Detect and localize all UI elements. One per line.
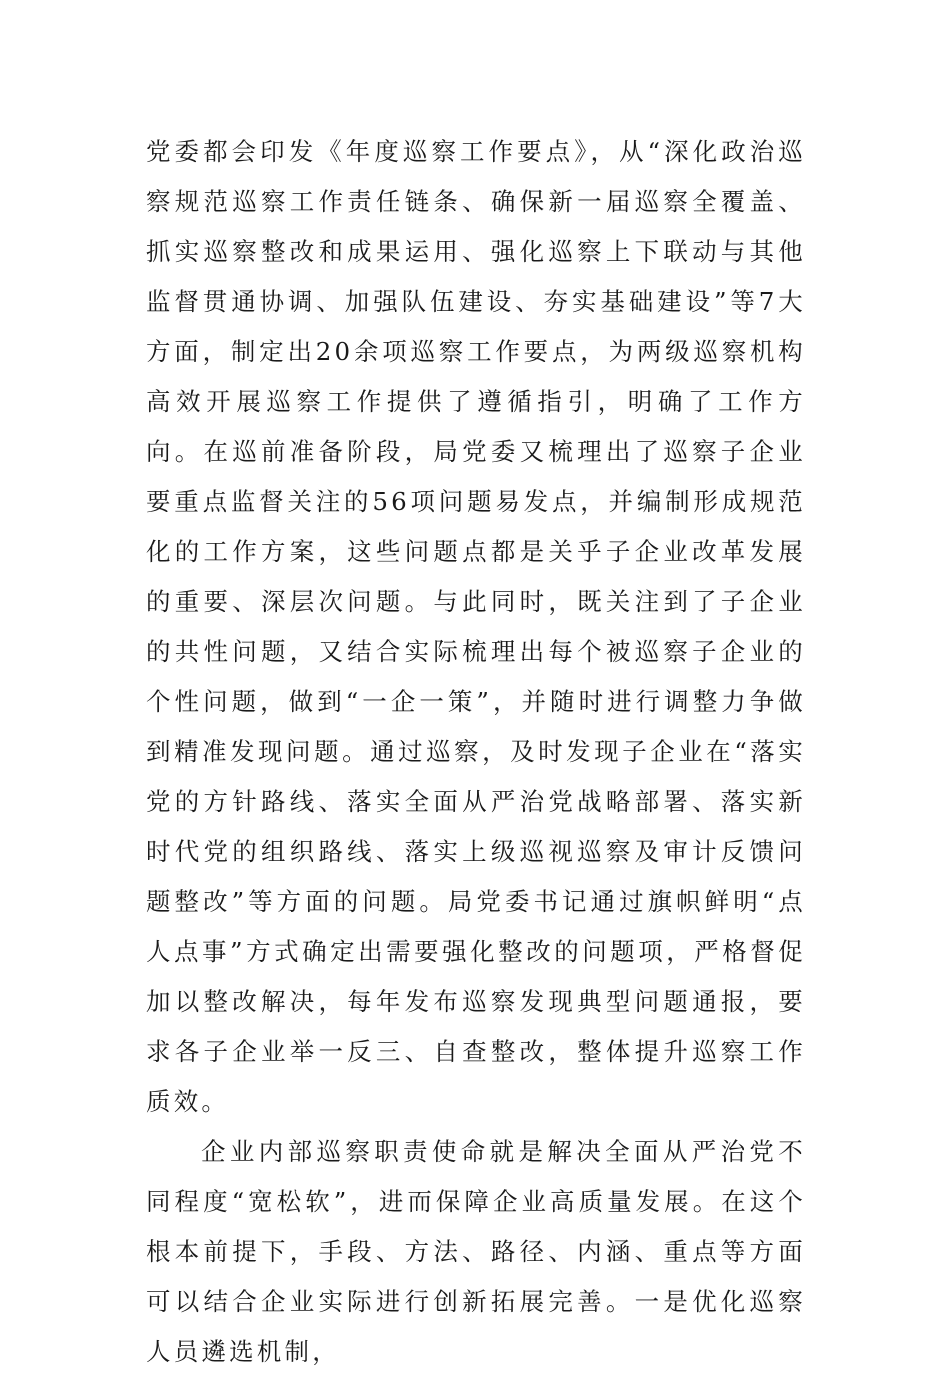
- paragraph-continued: 党委都会印发《年度巡察工作要点》，从“深化政治巡察规范巡察工作责任链条、确保新一届巡察全覆盖、抓实巡察整改和成果运用、强化巡察上下联动与其他监督贯通协调、加强队伍建设、夯实基础建设”等7大方面，制定出20余项巡察工作要点，为两级巡察机构高效开展巡察工作提供了遵循指引，明确了工作方向。在巡前准备阶段，局党委又梳理出了巡察子企业要重点监督关注的56项问题易发点，并编制形成规范化的工作方案，这些问题点都是关乎子企业改革发展的重要、深层次问题。与此同时，既关注到了子企业的共性问题，又结合实际梳理出每个被巡察子企业的个性问题，做到“一企一策”，并随时进行调整力争做到精准发现问题。通过巡察，及时发现子企业在“落实党的方针路线、落实全面从严治党战略部署、落实新时代党的组织路线、落实上级巡视巡察及审计反馈问题整改”等方面的问题。局党委书记通过旗帜鲜明“点人点事”方式确定出需要强化整改的问题项，严格督促加以整改解决，每年发布巡察发现典型问题通报，要求各子企业举一反三、自查整改，整体提升巡察工作质效。: [146, 137, 806, 1116]
- document-body: [146, 127, 806, 1377]
- paragraph-inner-inspection: 企业内部巡察职责使命就是解决全面从严治党不同程度“宽松软”，进而保障企业高质量发展。在这个根本前提下，手段、方法、路径、内涵、重点等方面可以结合企业实际进行创新拓展完善。一是优化巡察人员遴选机制，: [146, 1137, 806, 1366]
